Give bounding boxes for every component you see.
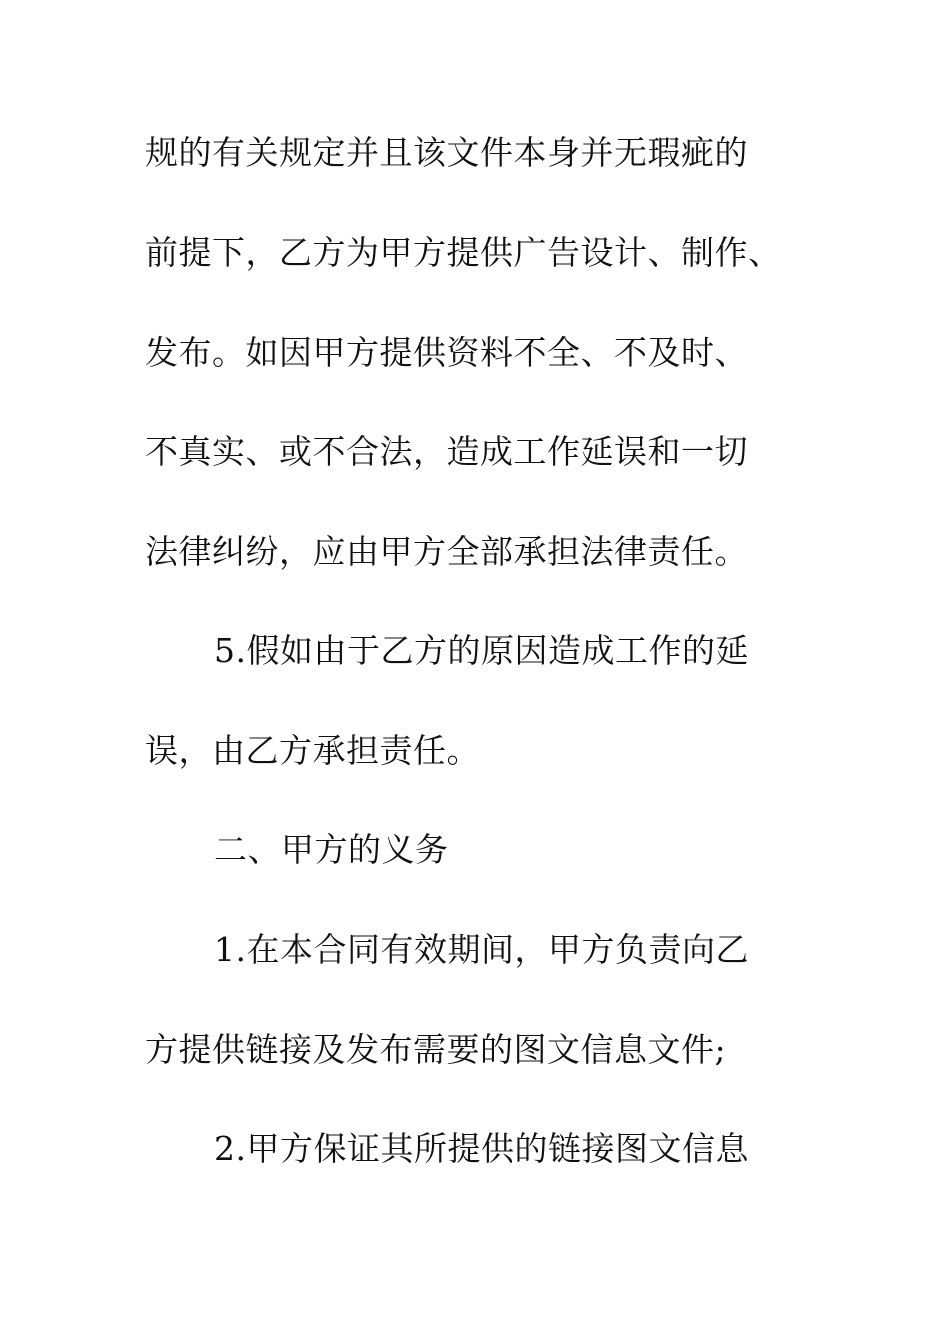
paragraph-line: 方提供链接及发布需要的图文信息文件; <box>145 1030 727 1069</box>
section-heading: 二、甲方的义务 <box>214 830 449 869</box>
paragraph-line: 误，由乙方承担责任。 <box>145 731 480 770</box>
paragraph-line: 规的有关规定并且该文件本身并无瑕疵的 <box>145 133 748 172</box>
paragraph-line: 发布。如因甲方提供资料不全、不及时、 <box>145 333 748 372</box>
paragraph-line: 不真实、或不合法，造成工作延误和一切 <box>145 432 748 471</box>
paragraph-line: 法律纠纷，应由甲方全部承担法律责任。 <box>145 532 748 571</box>
paragraph-line: 5.假如由于乙方的原因造成工作的延 <box>214 631 749 670</box>
paragraph-line: 2.甲方保证其所提供的链接图文信息 <box>214 1129 749 1168</box>
paragraph-line: 前提下，乙方为甲方提供广告设计、制作、 <box>145 233 782 272</box>
paragraph-line: 1.在本合同有效期间，甲方负责向乙 <box>214 930 749 969</box>
